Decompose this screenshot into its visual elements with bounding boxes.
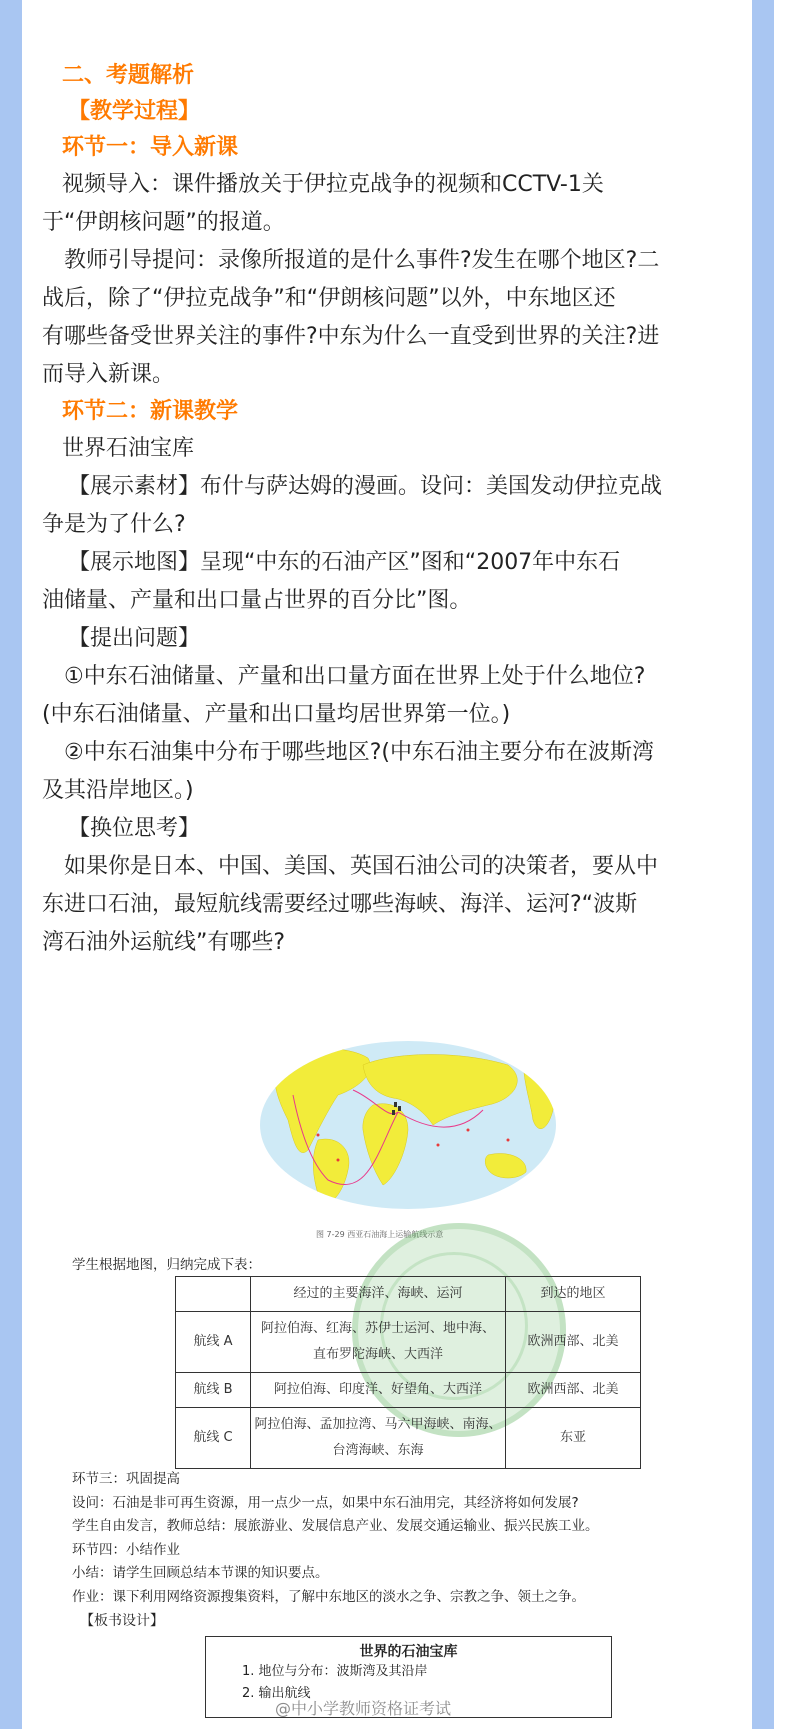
route-dest: 欧洲西部、北美 <box>506 1312 641 1373</box>
step1-title: 环节一：导入新课 <box>62 135 239 160</box>
routes-table <box>175 1276 641 1469</box>
table-header-passed: 经过的主要海洋、海峡、运河 <box>251 1277 506 1312</box>
swap-think-label: 【换位思考】 <box>68 816 201 841</box>
route-name: 航线 B <box>176 1373 251 1408</box>
step2-title: 环节二：新课教学 <box>62 399 239 424</box>
text-line: 有哪些备受世界关注的事件?中东为什么一直受到世界的关注?进 <box>42 324 660 349</box>
text-line: 【展示地图】呈现“中东的石油产区”图和“2007年中东石 <box>68 550 621 575</box>
board-line: 1. 地位与分布：波斯湾及其沿岸 <box>242 1664 428 1679</box>
table-header-row <box>176 1277 641 1312</box>
article-body <box>42 58 742 962</box>
text-line: 战后，除了“伊拉克战争”和“伊朗核问题”以外，中东地区还 <box>42 286 616 311</box>
table-row <box>176 1408 641 1469</box>
section-title: 二、考题解析 <box>62 63 195 88</box>
text-line: 东进口石油，最短航线需要经过哪些海峡、海洋、运河?“波斯 <box>42 892 638 917</box>
route-dest: 欧洲西部、北美 <box>506 1373 641 1408</box>
paragraph-intro-cont: 于“伊朗核问题”的报道。 <box>42 210 285 235</box>
text-line: 及其沿岸地区。) <box>42 778 194 803</box>
text-line: ②中东石油集中分布于哪些地区?(中东石油主要分布在波斯湾 <box>64 740 654 765</box>
teaching-process-heading: 【教学过程】 <box>68 99 201 124</box>
paragraph-decision-maker <box>42 848 742 962</box>
table-header-dest: 到达的地区 <box>506 1277 641 1312</box>
world-map-image <box>258 1040 558 1230</box>
board-title: 世界的石油宝库 <box>359 1644 458 1660</box>
text-line: 而导入新课。 <box>42 362 175 387</box>
text-line: 如果你是日本、中国、美国、英国石油公司的决策者，要从中 <box>64 854 659 879</box>
lower-section <box>72 1468 692 1609</box>
text-line: 作业：课下利用网络资源搜集资料，了解中东地区的淡水之争、宗教之争、领土之争。 <box>72 1588 585 1605</box>
raise-question-label: 【提出问题】 <box>68 626 201 651</box>
paragraph-show-material <box>42 468 742 544</box>
topic-title: 世界石油宝库 <box>62 436 195 461</box>
step3-title: 环节三：巩固提高 <box>72 1471 180 1487</box>
question-1 <box>42 658 742 734</box>
board-line: 2. 输出航线 <box>242 1686 311 1701</box>
right-border <box>752 0 774 1729</box>
question-2 <box>42 734 742 810</box>
route-name: 航线 C <box>176 1408 251 1469</box>
text-line: 设问：石油是非可再生资源，用一点少一点，如果中东石油用完，其经济将如何发展? <box>72 1494 579 1511</box>
route-passed: 阿拉伯海、印度洋、好望角、大西洋 <box>251 1373 506 1408</box>
oil-route-map <box>258 1040 558 1240</box>
text-line: 争是为了什么? <box>42 512 186 537</box>
text-line: (中东石油储量、产量和出口量均居世界第一位。) <box>42 702 511 727</box>
table-header-empty <box>176 1277 251 1312</box>
map-caption: 图 7-29 西亚石油海上运输航线示意 <box>316 1230 444 1239</box>
route-dest: 东亚 <box>506 1408 641 1469</box>
paragraph-intro: 视频导入：课件播放关于伊拉克战争的视频和CCTV-1关 <box>62 172 604 197</box>
text-line: 湾石油外运航线”有哪些? <box>42 930 286 955</box>
paragraph-teacher-question <box>42 242 742 394</box>
weibo-watermark: @中小学教师资格证考试 <box>275 1699 452 1718</box>
text-line: 油储量、产量和出口量占世界的百分比”图。 <box>42 588 472 613</box>
route-passed: 阿拉伯海、孟加拉湾、马六甲海峡、南海、 台湾海峡、东海 <box>251 1408 506 1469</box>
paragraph-show-map <box>42 544 742 620</box>
board-design-label: 【板书设计】 <box>80 1613 164 1629</box>
route-passed: 阿拉伯海、红海、苏伊士运河、地中海、 直布罗陀海峡、大西洋 <box>251 1312 506 1373</box>
table-row <box>176 1312 641 1373</box>
text-line: 【展示素材】布什与萨达姆的漫画。设问：美国发动伊拉克战 <box>68 474 663 499</box>
text-line: 学生自由发言，教师总结：展旅游业、发展信息产业、发展交通运输业、振兴民族工业。 <box>72 1518 599 1534</box>
text-line: 教师引导提问：录像所报道的是什么事件?发生在哪个地区?二 <box>64 248 660 273</box>
table-row <box>176 1373 641 1408</box>
step4-title: 环节四：小结作业 <box>72 1541 180 1558</box>
text-line: 小结：请学生回顾总结本节课的知识要点。 <box>72 1565 329 1581</box>
route-intro-text: 学生根据地图，归纳完成下表： <box>72 1257 261 1273</box>
text-line: ①中东石油储量、产量和出口量方面在世界上处于什么地位? <box>64 664 646 689</box>
left-border <box>0 0 22 1729</box>
route-name: 航线 A <box>176 1312 251 1373</box>
